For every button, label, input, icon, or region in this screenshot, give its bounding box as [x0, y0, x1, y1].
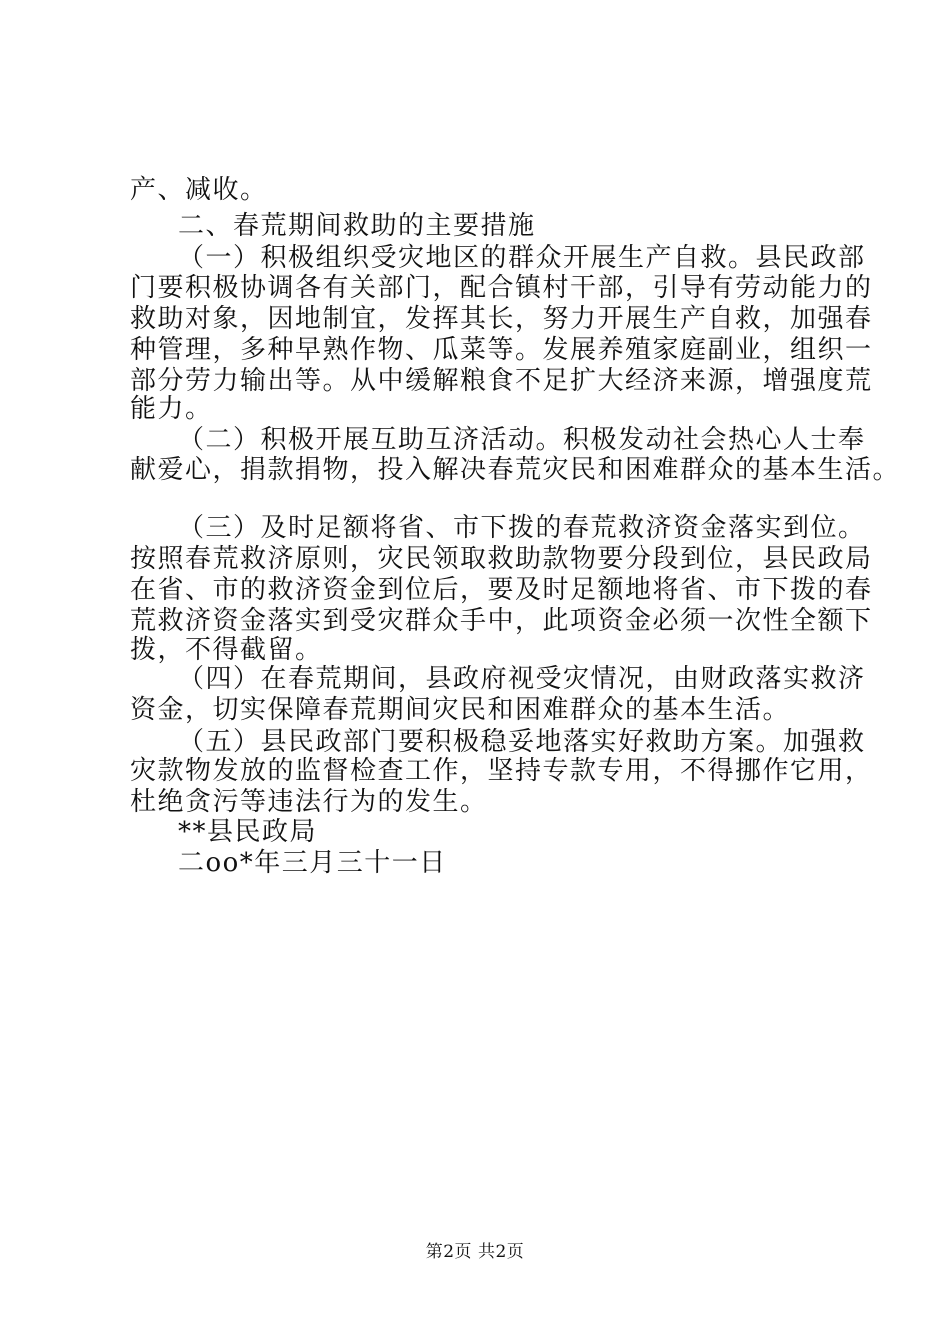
body-line-9: （二）积极开展互助互济活动。积极发动社会热心人士奉: [178, 425, 866, 455]
body-line-20: 杜绝贪污等违法行为的发生。: [130, 787, 488, 817]
signature-org: **县民政局: [178, 817, 318, 847]
body-line-1: 产、减收。: [130, 175, 268, 205]
body-line-10: 献爱心，捐款捐物，投入解决春荒灾民和困难群众的基本生活。: [130, 455, 901, 485]
body-line-3: （一）积极组织受灾地区的群众开展生产自救。县民政部: [178, 243, 866, 273]
body-line-12: 按照春荒救济原则，灾民领取救助款物要分段到位，县民政局: [130, 544, 873, 574]
body-line-13: 在省、市的救济资金到位后，要及时足额地将省、市下拨的春: [130, 575, 873, 605]
body-line-4: 门要积极协调各有关部门，配合镇村干部，引导有劳动能力的: [130, 273, 873, 303]
section-heading: 二、春荒期间救助的主要措施: [178, 211, 536, 241]
body-line-5: 救助对象，因地制宜，发挥其长，努力开展生产自救，加强春: [130, 304, 873, 334]
body-line-7: 部分劳力输出等。从中缓解粮食不足扩大经济来源，增强度荒: [130, 366, 873, 396]
body-line-8: 能力。: [130, 394, 213, 424]
body-line-11: （三）及时足额将省、市下拨的春荒救济资金落实到位。: [178, 513, 866, 543]
body-line-14: 荒救济资金落实到受灾群众手中，此项资金必须一次性全额下: [130, 606, 873, 636]
body-line-19: 灾款物发放的监督检查工作，坚持专款专用，不得挪作它用，: [130, 756, 873, 786]
body-line-16: （四）在春荒期间，县政府视受灾情况，由财政落实救济: [178, 664, 866, 694]
signature-date: 二oo*年三月三十一日: [178, 848, 447, 878]
body-line-17: 资金，切实保障春荒期间灾民和困难群众的基本生活。: [130, 695, 791, 725]
body-line-15: 拨，不得截留。: [130, 635, 323, 665]
body-line-18: （五）县民政部门要积极稳妥地落实好救助方案。加强救: [178, 727, 866, 757]
body-line-6: 种管理，多种早熟作物、瓜菜等。发展养殖家庭副业，组织一: [130, 335, 873, 365]
page-footer: 第2页 共2页: [425, 1242, 525, 1262]
